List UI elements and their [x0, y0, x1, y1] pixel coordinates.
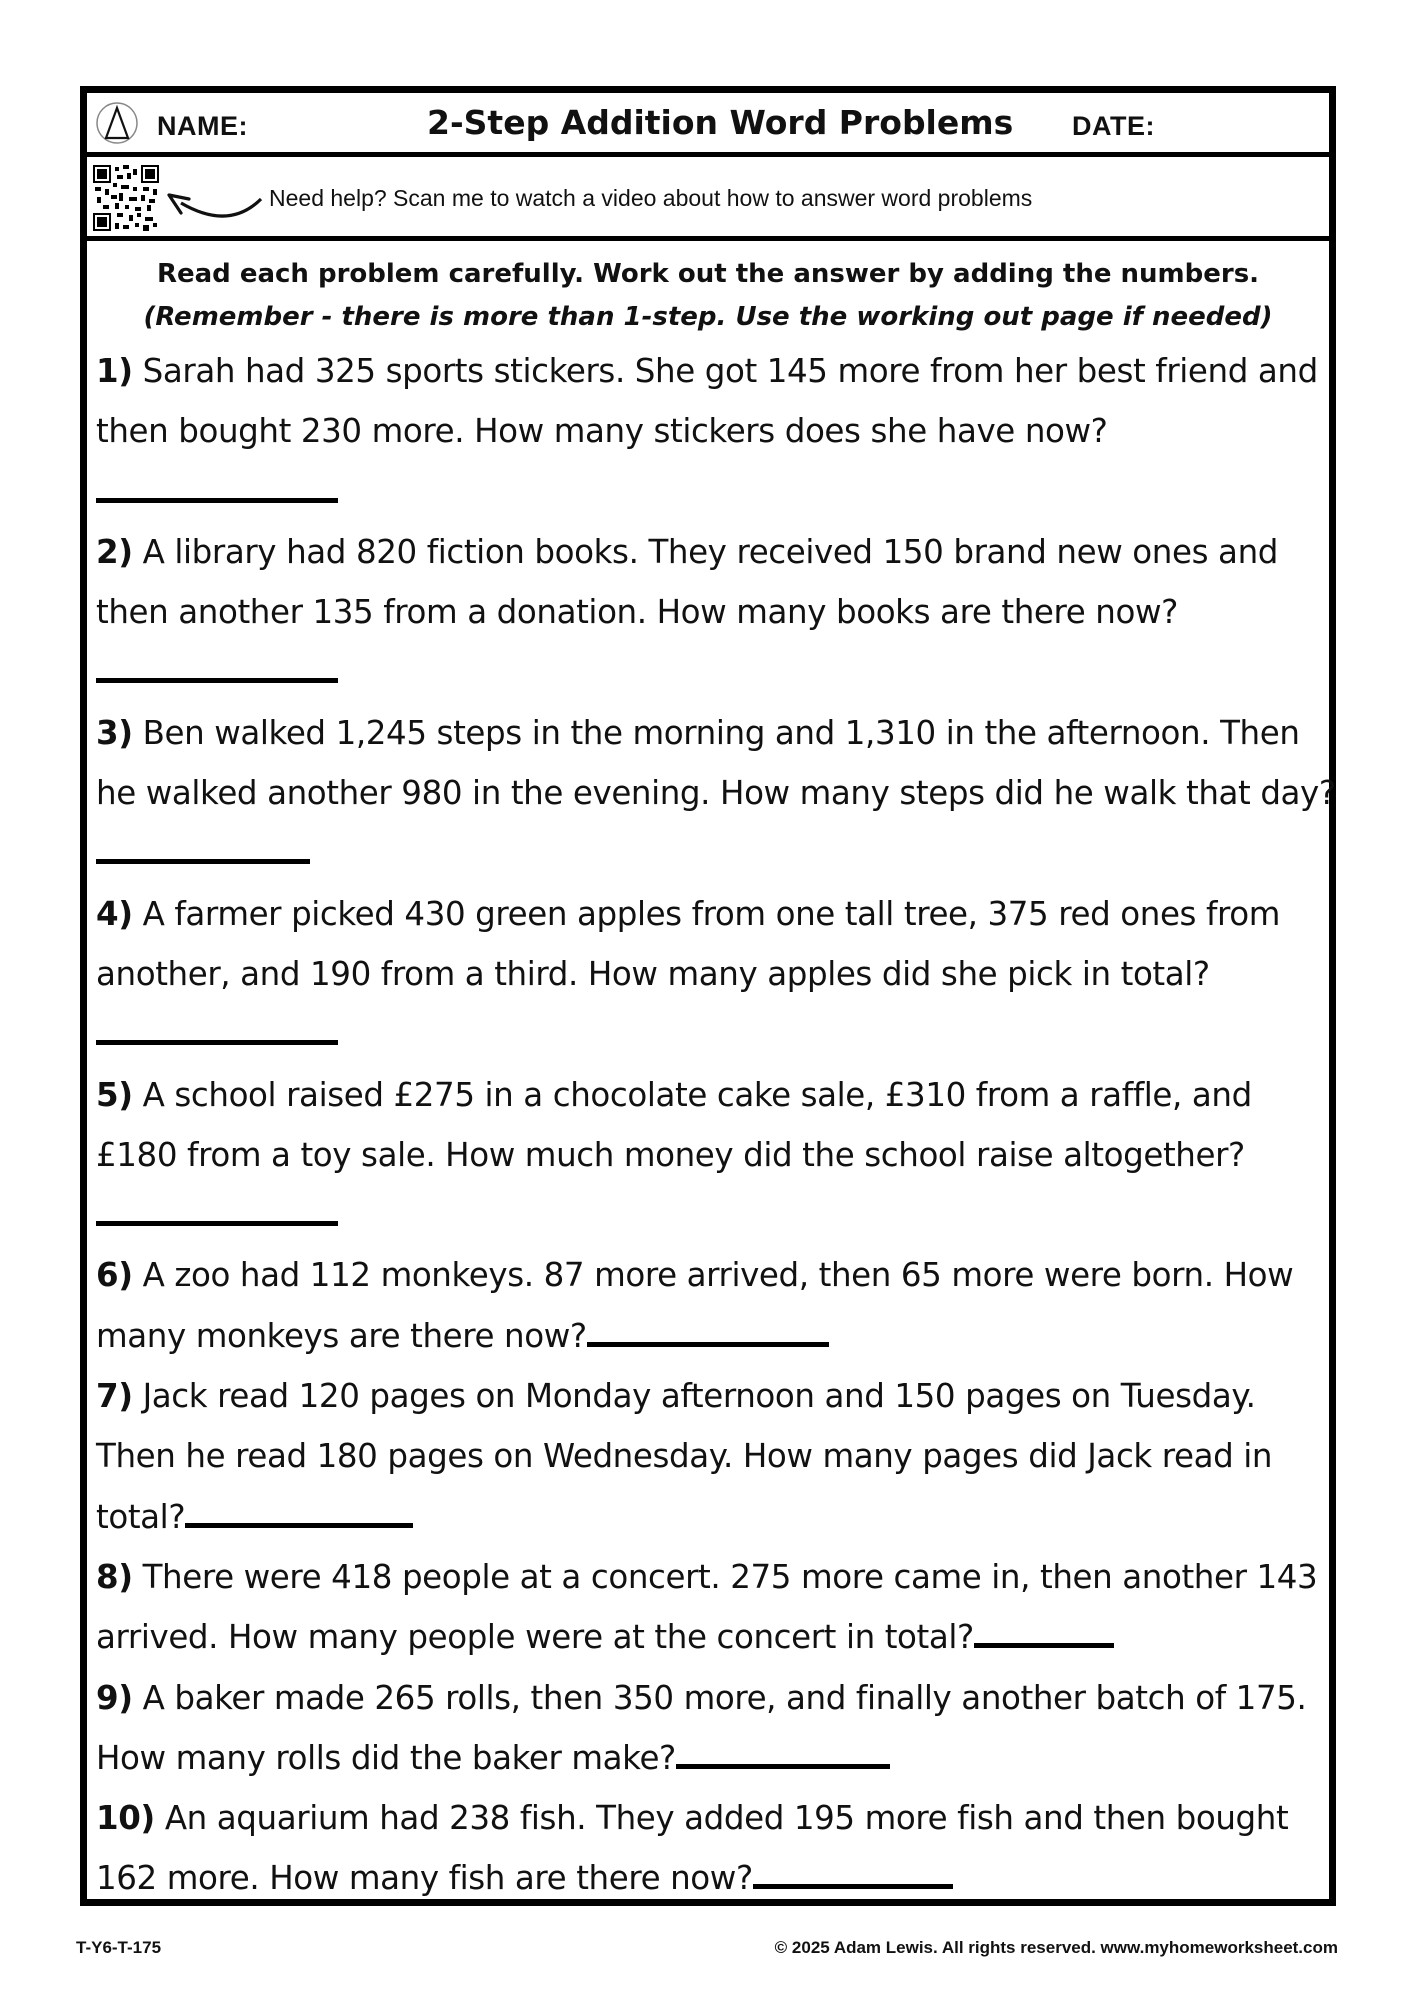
problem-number: 6): [96, 1256, 133, 1295]
answer-blank[interactable]: [587, 1316, 829, 1347]
problem-10: [96, 1788, 1336, 1909]
problem-number: 9): [96, 1678, 133, 1717]
problem-text: A zoo had 112 monkeys. 87 more arrived, then 65 more were born. How many monkeys are there now?: [96, 1256, 1294, 1355]
problem-number: 4): [96, 894, 133, 933]
answer-blank[interactable]: [96, 652, 338, 683]
instructions: [87, 253, 1329, 339]
qr-code-icon[interactable]: [93, 165, 159, 231]
problem-9: [96, 1668, 1336, 1789]
copyright-notice: © 2025 Adam Lewis. All rights reserved. www.myhomeworksheet.com: [774, 1938, 1338, 1957]
problem-number: 10): [96, 1799, 155, 1838]
answer-blank[interactable]: [185, 1497, 413, 1528]
answer-blank[interactable]: [96, 1014, 338, 1045]
problem-7: [96, 1366, 1336, 1547]
worksheet-frame: [80, 86, 1336, 1906]
problem-text: Sarah had 325 sports stickers. She got 145 more from her best friend and then bought 230 more. How many stickers does she have now?: [96, 352, 1318, 451]
answer-blank[interactable]: [676, 1738, 890, 1769]
problem-1: [96, 341, 1336, 522]
problem-4: [96, 884, 1336, 1065]
problem-text: A school raised £275 in a chocolate cake sale, £310 from a raffle, and £180 from a toy sale. How much money did the school raise altogether?: [96, 1075, 1252, 1174]
problem-2: [96, 522, 1336, 703]
problem-3: [96, 703, 1336, 884]
worksheet-code: T-Y6-T-175: [76, 1938, 162, 1957]
problem-number: 7): [96, 1377, 133, 1416]
answer-blank[interactable]: [974, 1617, 1114, 1648]
problem-number: 8): [96, 1557, 133, 1596]
problem-number: 3): [96, 713, 133, 752]
instructions-line-1: Read each problem carefully. Work out the answer by adding the numbers.: [156, 259, 1260, 289]
problem-number: 5): [96, 1075, 133, 1114]
help-text: Need help? Scan me to watch a video about how to answer word problems: [269, 185, 1033, 211]
problem-6: [96, 1245, 1336, 1366]
problem-text: A baker made 265 rolls, then 350 more, and finally another batch of 175. How many rolls did the baker make?: [96, 1678, 1307, 1777]
problem-text: An aquarium had 238 fish. They added 195 more fish and then bought 162 more. How many fish are there now?: [96, 1799, 1289, 1898]
problem-5: [96, 1065, 1336, 1246]
problem-text: Ben walked 1,245 steps in the morning and 1,310 in the afternoon. Then he walked another 980 in the evening. How many steps did he walk that day?: [96, 713, 1336, 813]
help-row: [87, 157, 1329, 241]
name-label: NAME:: [157, 111, 248, 141]
problem-8: [96, 1547, 1336, 1668]
problem-text: A farmer picked 430 green apples from one tall tree, 375 red ones from another, and 190 from a third. How many apples did she pick in total?: [96, 894, 1281, 993]
curved-arrow-icon: [159, 173, 269, 229]
problem-text: A library had 820 fiction books. They received 150 brand new ones and then another 135 from a donation. How many books are there now?: [96, 532, 1278, 632]
answer-blank[interactable]: [96, 472, 338, 503]
instructions-line-2: (Remember - there is more than 1-step. Use the working out page if needed): [143, 302, 1273, 332]
date-label: DATE:: [1072, 111, 1155, 141]
answer-blank[interactable]: [96, 833, 310, 864]
triangle-logo-icon: [95, 101, 139, 145]
answer-blank[interactable]: [96, 1195, 338, 1226]
problem-list: [96, 341, 1336, 1909]
answer-blank[interactable]: [753, 1858, 953, 1889]
header-row: [87, 93, 1329, 157]
problem-text: There were 418 people at a concert. 275 more came in, then another 143 arrived. How many people were at the concert in total?: [96, 1557, 1318, 1657]
problem-text: Jack read 120 pages on Monday afternoon and 150 pages on Tuesday. Then he read 180 pages on Wednesday. How many pages did Jack read in total?: [96, 1377, 1273, 1536]
problem-number: 2): [96, 532, 133, 571]
page-title: 2-Step Addition Word Problems: [427, 103, 1014, 142]
problem-number: 1): [96, 352, 133, 390]
